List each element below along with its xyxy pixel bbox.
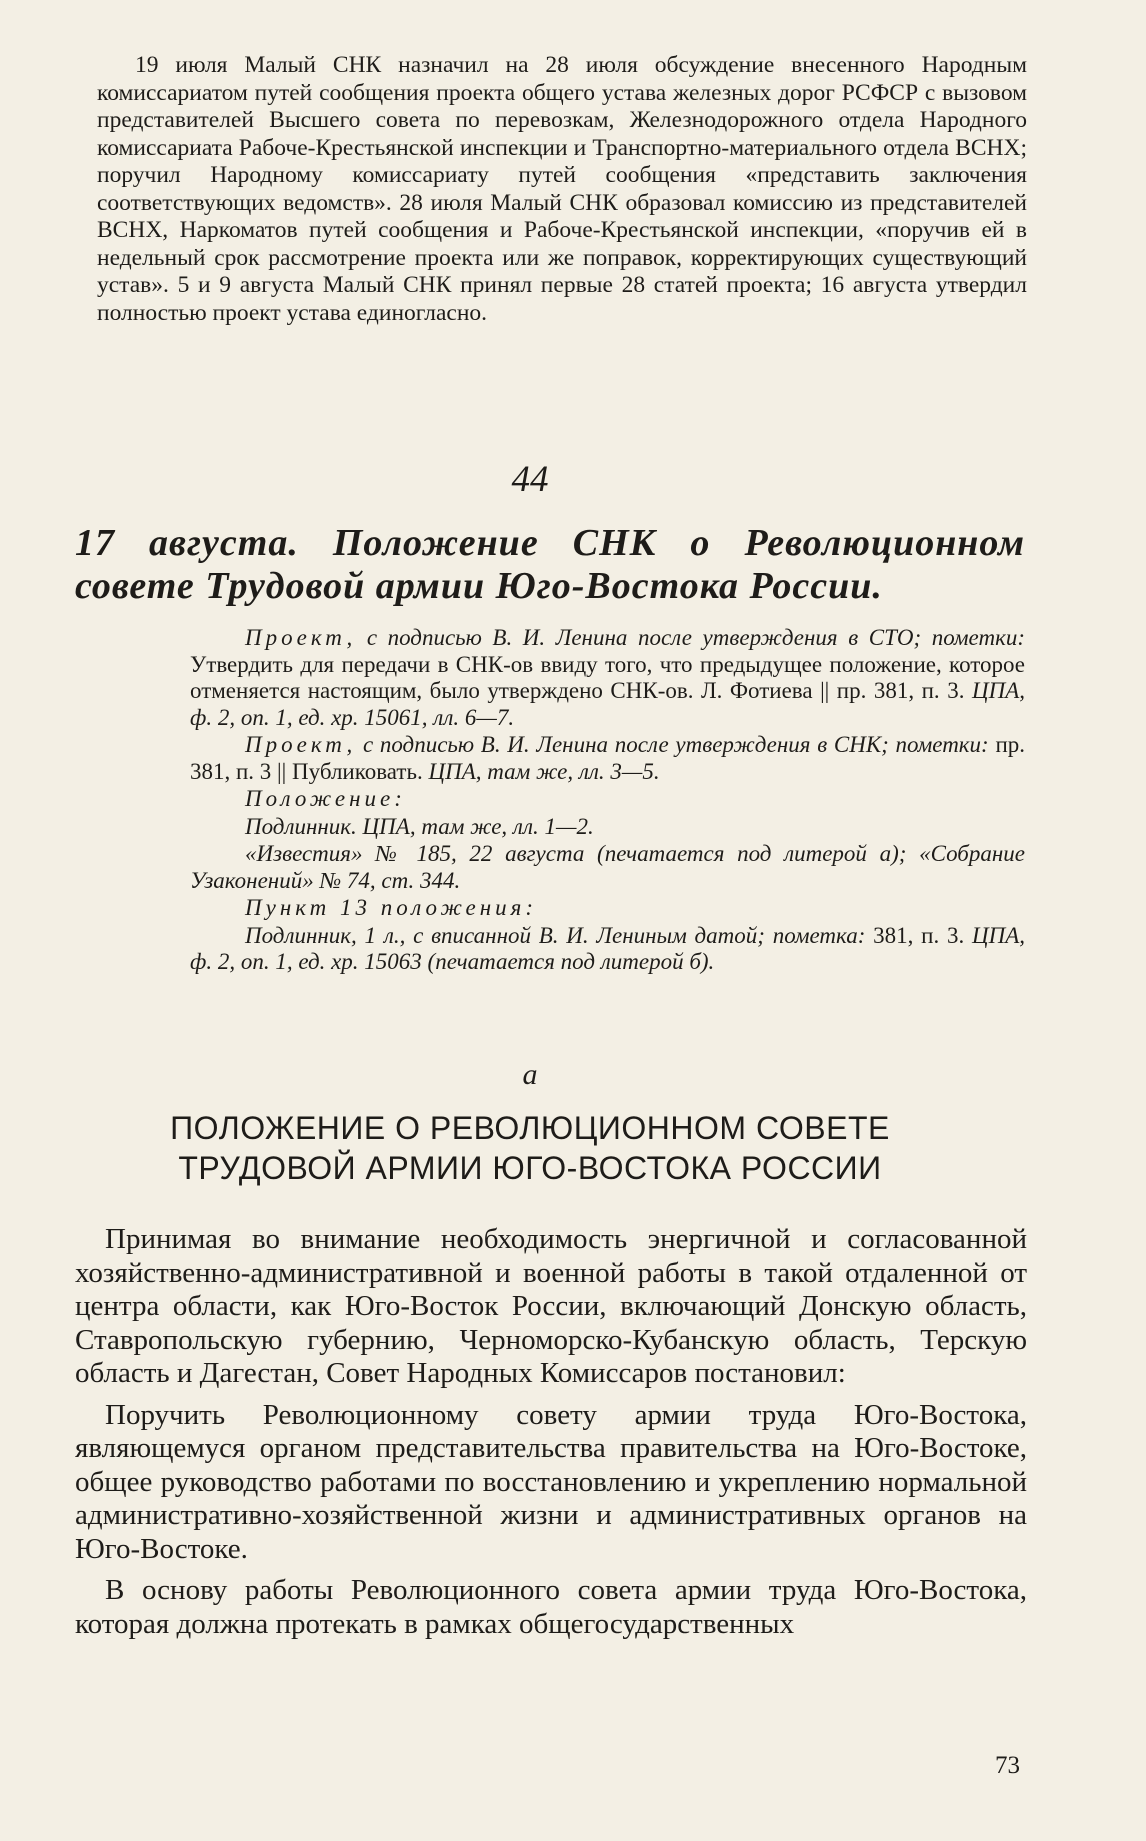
source-description: с подписью В. И. Ленина после утверждения в СНК; пометки: (362, 732, 989, 757)
section-heading (110, 1108, 950, 1188)
source-label: Проект, (245, 625, 357, 650)
source-entry (190, 732, 1025, 785)
section-letter: а (522, 1058, 538, 1091)
source-label: Пункт 13 положения: (245, 895, 538, 920)
source-entry (190, 786, 1025, 813)
source-reference: ЦПА, ф. 2, оп. 1, ед. хр. 15063 (печатается под литерой б). (190, 922, 1026, 974)
source-entry (190, 625, 1025, 731)
source-text: пр. 381, п. 3 || Публиковать. (190, 732, 1025, 784)
section-body (75, 1223, 1027, 1649)
source-label: Положение: (245, 786, 406, 811)
source-reference: ЦПА, там же, лл. 3—5. (428, 758, 660, 784)
source-reference: «Известия» № 185, 22 августа (печатается под литерой а); «Собрание Узаконений» № 74, ст. 344. (190, 841, 1025, 893)
source-label: Проект, (245, 732, 357, 757)
document-title: 17 августа. Положение СНК о Революционном совете Трудовой армии Юго-Востока России. (75, 522, 1025, 607)
source-text: 381, п. 3. (873, 922, 965, 948)
source-reference: ЦПА, ф. 2, оп. 1, ед. хр. 15061, лл. 6—7. (190, 678, 1025, 730)
body-paragraph: Принимая во внимание необходимость энергичной и согласованной хозяйственно-административной и военной работы в такой отдаленной от центра области, как Юго-Восток России, включающий Донскую область, Ставропольскую губернию, Черноморско-Кубанскую область, Терскую область и Дагестан, Совет Народных Комиссаров постановил: (75, 1223, 1027, 1389)
source-description: Подлинник, 1 л., с вписанной В. И. Лениным датой; пометка: (245, 922, 866, 948)
source-reference: Подлинник. ЦПА, там же, лл. 1—2. (245, 813, 594, 839)
body-paragraph: Поручить Революционному совету армии труда Юго-Востока, являющемуся органом представительства правительства на Юго-Востоке, общее руководство работами по восстановлению и укреплению нормальной административно-хозяйственной жизни и административных органов на Юго-Востоке. (75, 1398, 1027, 1565)
intro-paragraph: 19 июля Малый СНК назначил на 28 июля обсуждение внесенного Народным комиссариатом путей сообщения проекта общего устава железных дорог РСФСР с вызовом представителей Высшего совета по перевозкам, Железнодорожного отдела Народного комиссариата Рабоче-Крестьянской инспекции и Транспортно-материального отдела ВСНХ; поручил Народному комиссариату путей сообщения «представить заключения соответствующих ведомств». 28 июля Малый СНК образовал комиссию из представителей ВСНХ, Наркоматов путей сообщения и Рабоче-Крестьянской инспекции, «поручив ей в недельный срок рассмотрение проекта или же поправок, корректирующих существующий устав». 5 и 9 августа Малый СНК принял первые 28 статей проекта; 16 августа утвердил полностью проект устава единогласно. (97, 52, 1027, 326)
source-entry (190, 895, 1025, 922)
body-paragraph: В основу работы Революционного совета армии труда Юго-Востока, которая должна протекать в рамках общегосударственных (75, 1574, 1027, 1640)
page-number: 73 (995, 1752, 1020, 1779)
heading-line: ПОЛОЖЕНИЕ О РЕВОЛЮЦИОННОМ СОВЕТЕ (170, 1110, 890, 1146)
source-description: с подписью В. И. Ленина после утверждения в СТО; пометки: (366, 625, 1025, 650)
heading-line: ТРУДОВОЙ АРМИИ ЮГО-ВОСТОКА РОССИИ (178, 1150, 882, 1186)
source-text: Утвердить для передачи в СНК-ов ввиду того, что предыдущее положение, которое отменяется настоящим, было утверждено СНК-ов. Л. Фотиева || пр. 381, п. 3. (190, 651, 1025, 703)
source-entry (190, 923, 1025, 976)
document-number: 44 (511, 459, 549, 500)
archival-sources (190, 625, 1025, 977)
